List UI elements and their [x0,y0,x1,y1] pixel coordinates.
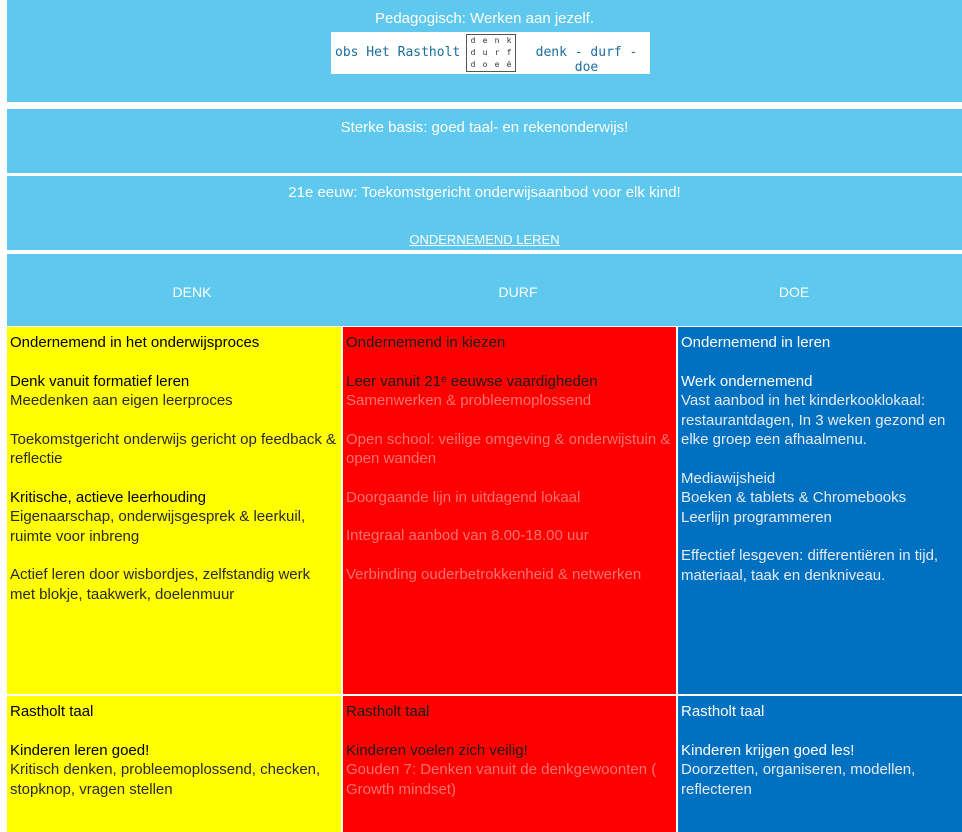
cell-subheading: Kinderen voelen zich veilig! [346,741,528,759]
basis-title: Sterke basis: goed taal- en rekenonderwijs! [340,119,629,136]
logo-letter: k [506,36,512,45]
basis-band [7,109,962,173]
logo-letter-grid [466,34,516,72]
cell-subheading: Kinderen leren goed! [10,741,150,759]
cell-subheading: Kritische, actieve leerhouding [10,488,206,506]
cell-heading: Rastholt taal [346,703,430,720]
cell-text: Doorgaande lijn in uitdagend lokaal [346,488,581,506]
cell-denk-onderwijsproces [7,327,341,694]
column-header-band [7,254,962,326]
cell-text: Integraal aanbod van 8.00-18.00 uur [346,527,589,544]
cell-heading: Rastholt taal [681,703,765,720]
cell-durf-kiezen [343,327,676,694]
logo-letter: r [494,48,500,57]
cell-denk-taal [7,696,341,832]
century-band [7,176,962,250]
logo-letter: d [470,36,476,45]
cell-text: Open school: veilige omgeving & onderwijstuin & open wanden [346,430,671,467]
cell-subheading: Werk ondernemend [681,372,813,390]
column-header-durf: DURF [498,284,538,300]
column-header-denk: DENK [172,284,212,300]
cell-heading: Rastholt taal [10,703,94,720]
logo-letter: o [482,60,488,69]
logo-letter: d [470,60,476,69]
logo-letter: f [506,48,512,57]
cell-text: Vast aanbod in het kinderkooklokaal: restaurantdagen, In 3 weken gezond en elke groep een afhaalmenu. [681,392,946,448]
logo-letter: d [470,48,476,57]
cell-heading: Ondernemend in kiezen [346,334,506,351]
cell-text: Samenwerken & probleemoplossend [346,392,592,409]
cell-doe-leren [678,327,962,694]
cell-text: Toekomstgericht onderwijs gericht op feedback & reflectie [10,430,337,467]
cell-text: Verbinding ouderbetrokkenheid & netwerken [346,565,642,583]
cell-text: Actief leren door wisbordjes, zelfstandig werk met blokje, taakwerk, doelenmuur [10,566,311,603]
logo-letter: e [482,36,488,45]
column-header-doe: DOE [778,284,810,300]
page-title: Pedagogisch: Werken aan jezelf. [374,10,595,27]
logo-letter: e [494,60,500,69]
cell-subheading: Leer vanuit 21ᵉ eeuwse vaardigheden [346,372,598,390]
cell-text: Doorzetten, organiseren, modellen, reflecteren [681,761,916,798]
cell-durf-taal [343,696,676,832]
logo-letter: ë [506,60,512,69]
school-motto: denk - durf - doe [535,45,638,75]
cell-text: Mediawijsheid Boeken & tablets & Chromebooks Leerlijn programmeren [681,469,907,526]
cell-doe-taal [678,696,962,832]
cell-subheading: Kinderen krijgen goed les! [681,741,855,759]
school-logo [331,32,650,74]
school-name: obs Het Rastholt [335,45,461,60]
cell-text: Kritisch denken, probleemoplossend, checken, stopknop, vragen stellen [10,761,321,798]
century-title: 21e eeuw: Toekomstgericht onderwijsaanbod voor elk kind! [288,184,681,201]
cell-subheading: Denk vanuit formatief leren [10,372,190,390]
logo-letter: u [482,48,488,57]
century-subtitle: ONDERNEMEND LEREN [409,232,560,247]
cell-text: Effectief lesgeven: differentiëren in tijd, materiaal, taak en denkniveau. [681,547,939,584]
logo-letter: n [494,36,500,45]
cell-heading: Ondernemend in het onderwijsproces [10,334,260,351]
cell-heading: Ondernemend in leren [681,334,831,351]
cell-text: Eigenaarschap, onderwijsgesprek & leerkuil, ruimte voor inbreng [10,508,306,545]
cell-text: Gouden 7: Denken vanuit de denkgewoonten ( Growth mindset) [346,761,657,798]
header-band [7,0,962,102]
cell-text: Meedenken aan eigen leerproces [10,392,233,409]
